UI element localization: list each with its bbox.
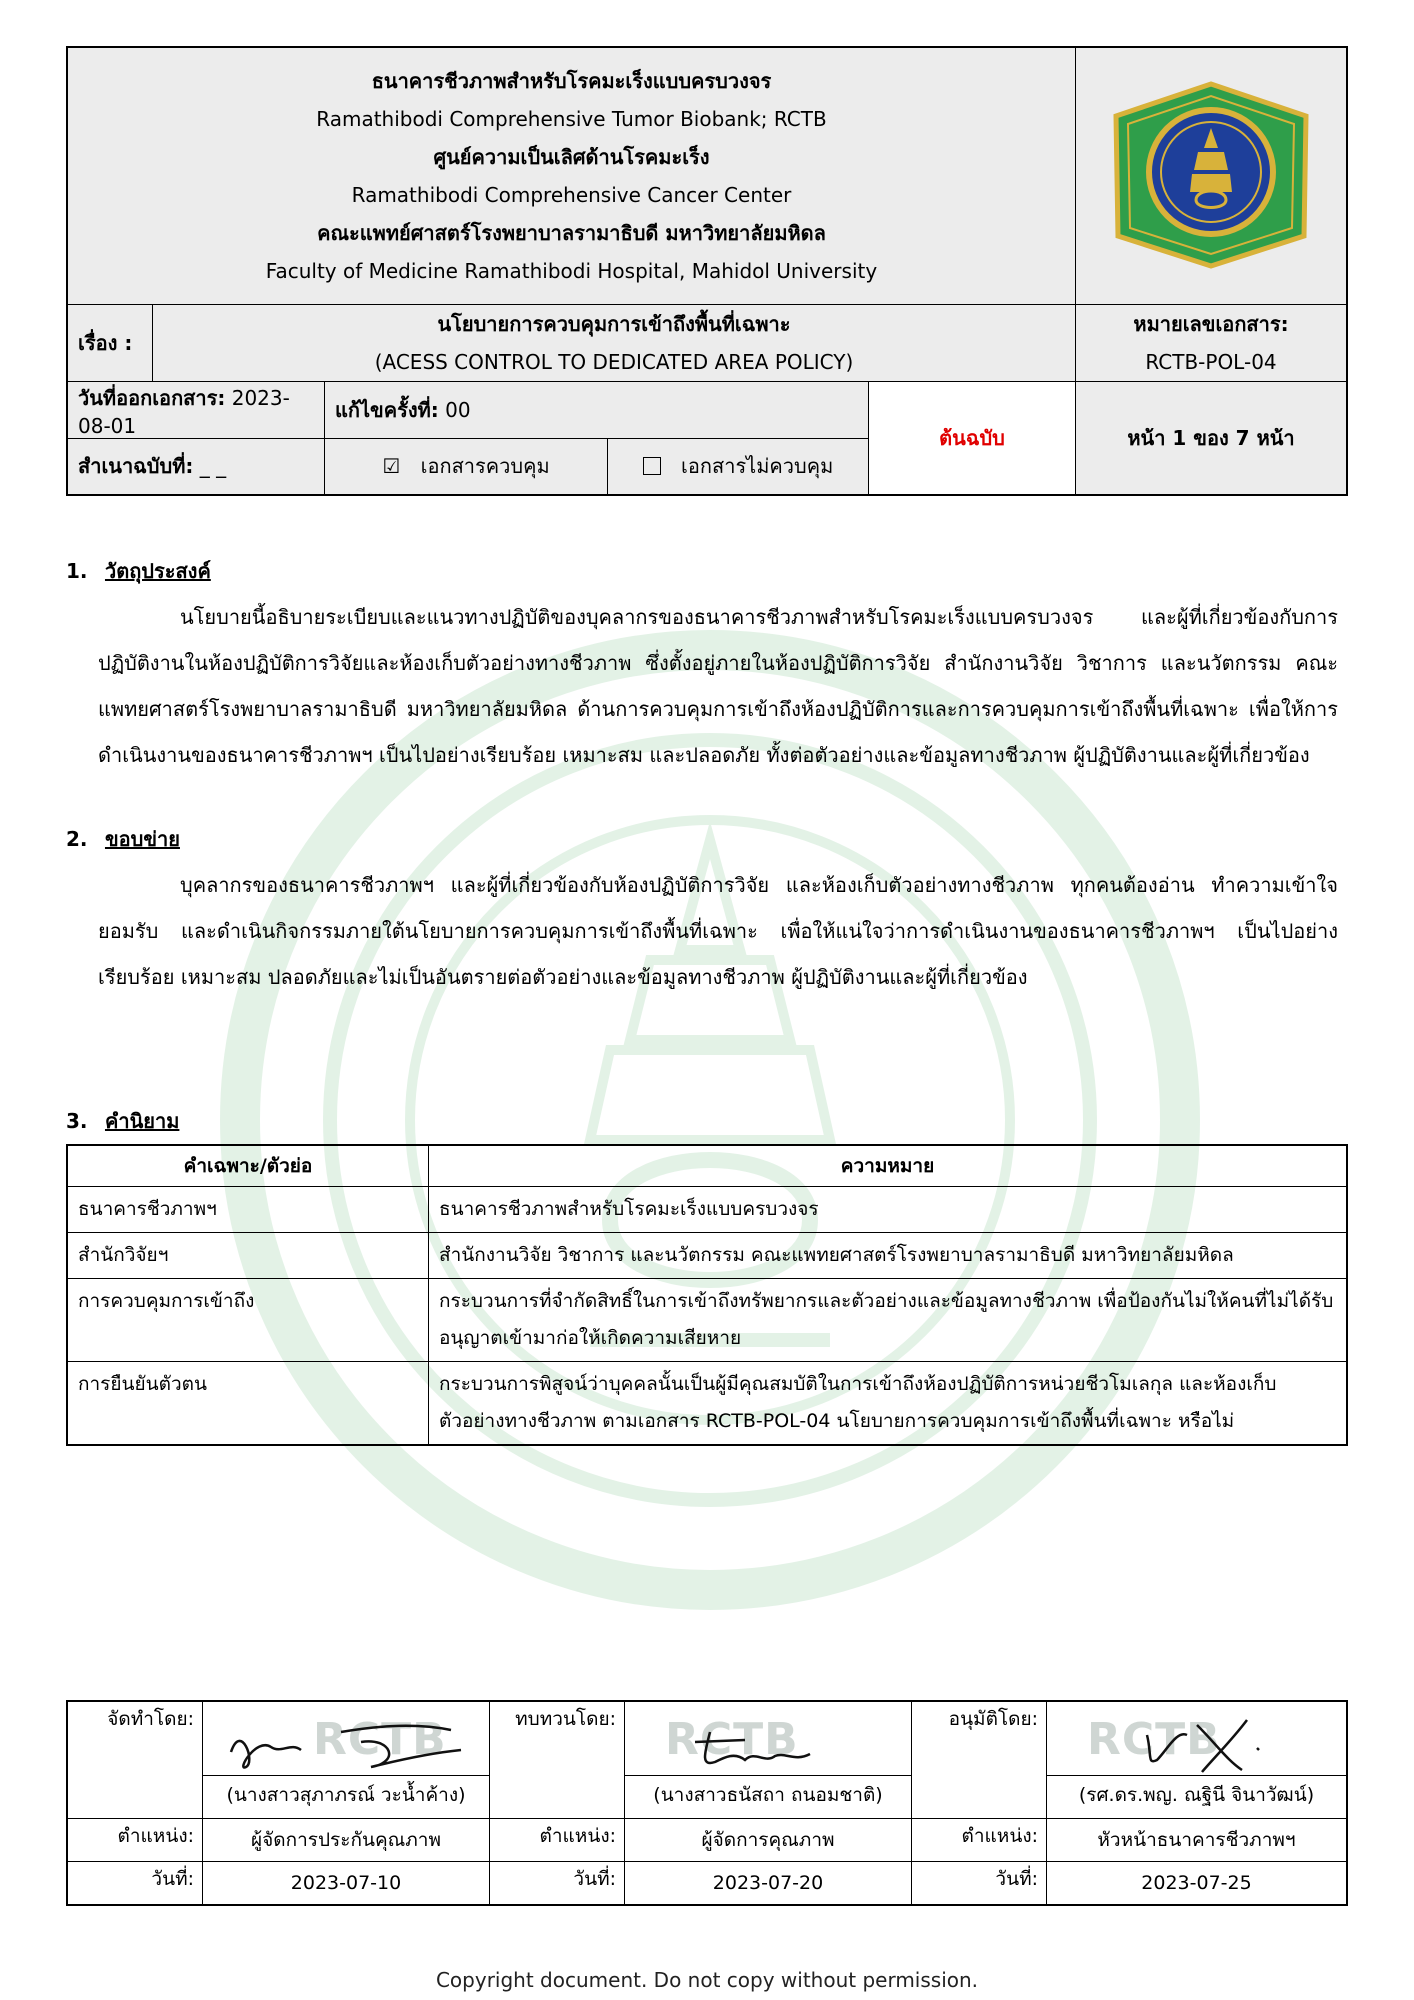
logo-cell <box>1076 47 1348 305</box>
column-header-term: คำเฉพาะ/ตัวย่อ <box>67 1145 429 1187</box>
term-cell: การควบคุมการเข้าถึง <box>67 1279 429 1362</box>
prepared-by-label: จัดทำโดย: <box>67 1701 203 1819</box>
issue-date-label: วันที่ออกเอกสาร: <box>78 386 226 410</box>
docno-label: หมายเลขเอกสาร: <box>1133 312 1289 336</box>
document-body <box>66 548 1348 1000</box>
controlled-doc-label: เอกสารควบคุม <box>420 454 550 479</box>
prepared-by-date: 2023-07-10 <box>203 1862 490 1906</box>
approved-by-name: (รศ.ดร.พญ. ณฐินี จินาวัฒน์) <box>1047 1775 1346 1816</box>
approved-by-date: 2023-07-25 <box>1047 1862 1348 1906</box>
section-1 <box>66 548 1348 778</box>
meaning-cell: กระบวนการพิสูจน์ว่าบุคคลนั้นเป็นผู้มีคุณสมบัติในการเข้าถึงห้องปฏิบัติการหน่วยชีวโมเลกุล และห้องเก็บตัวอย่างทางชีวภาพ ตามเอกสาร RCTB-POL-04 นโยบายการควบคุมการเข้าถึงพื้นที่เฉพาะ หรือไม่ <box>429 1362 1348 1446</box>
date-label: วันที่: <box>67 1862 203 1906</box>
controlled-checkbox-icon: ☑ <box>382 454 401 479</box>
copy-number-label: สำเนาฉบับที่: <box>78 454 194 479</box>
section-body: นโยบายนี้อธิบายระเบียบและแนวทางปฏิบัติของบุคลากรของธนาคารชีวภาพสำหรับโรคมะเร็งแบบครบวงจร และผู้ที่เกี่ยวข้องกับการปฏิบัติงานในห้องปฏิบัติการวิจัยและห้องเก็บตัวอย่างทางชีวภาพ ซึ่งตั้งอยู่ภายในห้องปฏิบัติการวิจัย สำนักงานวิจัย วิชาการ และนวัตกรรม คณะแพทยศาสตร์โรงพยาบาลรามาธิบดี มหาวิทยาลัยมหิดล ด้านการควบคุมการเข้าถึงห้องปฏิบัติการและการควบคุมการเข้าถึงพื้นที่เฉพาะ เพื่อให้การดำเนินงานของธนาคารชีวภาพฯ เป็นไปอย่างเรียบร้อย เหมาะสม และปลอดภัย ทั้งต่อตัวอย่างและข้อมูลทางชีวภาพ ผู้ปฏิบัติงานและผู้ที่เกี่ยวข้อง <box>98 605 1338 767</box>
revision-cell <box>325 382 869 439</box>
table-row <box>67 1187 1347 1233</box>
meaning-cell: กระบวนการที่จำกัดสิทธิ์ในการเข้าถึงทรัพยากรและตัวอย่างและข้อมูลทางชีวภาพ เพื่อป้องกันไม่ให้คนที่ไม่ได้รับอนุญาตเข้ามาก่อให้เกิดความเสียหาย <box>429 1279 1348 1362</box>
approved-by-position: หัวหน้าธนาคารชีวภาพฯ <box>1047 1819 1348 1862</box>
revision-label: แก้ไขครั้งที่: <box>335 398 439 422</box>
section-heading <box>66 816 1348 862</box>
section-heading <box>66 1098 179 1144</box>
docno-value: RCTB-POL-04 <box>1145 350 1277 374</box>
issue-date-cell <box>67 382 325 439</box>
docno-cell <box>1076 305 1348 382</box>
controlled-doc-cell <box>325 439 608 495</box>
uncontrolled-doc-cell <box>608 439 869 495</box>
table-row <box>67 1362 1347 1446</box>
section-title: วัตถุประสงค์ <box>104 559 211 583</box>
reviewed-by-signature <box>625 1701 912 1819</box>
revision-value: 00 <box>445 398 471 422</box>
term-cell: การยืนยันตัวตน <box>67 1362 429 1446</box>
position-label: ตำแหน่ง: <box>912 1819 1047 1862</box>
term-cell: ธนาคารชีวภาพฯ <box>67 1187 429 1233</box>
reviewed-by-label: ทบทวนโดย: <box>490 1701 625 1819</box>
section-3 <box>66 1098 179 1144</box>
subject-title-th: นโยบายการควบคุมการเข้าถึงพื้นที่เฉพาะ <box>437 312 791 336</box>
signature-table <box>66 1700 1348 1906</box>
handwritten-signature-icon <box>665 1712 865 1782</box>
handwritten-signature-icon <box>1107 1710 1307 1780</box>
section-number: 1. <box>66 559 88 583</box>
rctb-watermark: RCTB <box>665 1714 799 1765</box>
issue-date-value: 2023-08-01 <box>78 386 290 438</box>
subject-title-en: (ACESS CONTROL TO DEDICATED AREA POLICY) <box>374 350 854 374</box>
approved-by-label: อนุมัติโดย: <box>912 1701 1047 1819</box>
term-cell: สำนักวิจัยฯ <box>67 1233 429 1279</box>
section-2 <box>66 816 1348 1000</box>
prepared-by-position: ผู้จัดการประกันคุณภาพ <box>203 1819 490 1862</box>
title-line-5: คณะแพทย์ศาสตร์โรงพยาบาลรามาธิบดี มหาวิทยาลัยมหิดล <box>317 221 826 245</box>
title-line-1: ธนาคารชีวภาพสำหรับโรคมะเร็งแบบครบวงจร <box>371 69 772 93</box>
rctb-watermark: RCTB <box>1087 1714 1221 1765</box>
section-number: 2. <box>66 827 88 851</box>
original-stamp: ต้นฉบับ <box>869 382 1076 495</box>
section-title: ขอบข่าย <box>104 827 180 851</box>
document-header <box>66 46 1348 496</box>
title-line-3: ศูนย์ความเป็นเลิศด้านโรคมะเร็ง <box>433 145 710 169</box>
date-label: วันที่: <box>490 1862 625 1906</box>
prepared-by-signature <box>203 1701 490 1819</box>
copyright-footer: Copyright document. Do not copy without permission. <box>435 1968 979 1992</box>
handwritten-signature-icon <box>211 1712 471 1782</box>
position-label: ตำแหน่ง: <box>490 1819 625 1862</box>
position-label: ตำแหน่ง: <box>67 1819 203 1862</box>
table-row <box>67 1233 1347 1279</box>
prepared-by-name: (นางสาวสุภาภรณ์ วะน้ำค้าง) <box>203 1775 489 1816</box>
approved-by-signature <box>1047 1701 1348 1819</box>
copy-number-value: _ _ <box>199 454 227 479</box>
page-info: หน้า 1 ของ 7 หน้า <box>1076 382 1348 495</box>
reviewed-by-name: (นางสาวธนัสถา ถนอมชาติ) <box>625 1775 911 1816</box>
title-line-2: Ramathibodi Comprehensive Tumor Biobank; RCTB <box>316 107 827 131</box>
date-label: วันที่: <box>912 1862 1047 1906</box>
uncontrolled-checkbox-icon <box>643 457 661 475</box>
section-title: คำนิยาม <box>104 1109 180 1133</box>
section-number: 3. <box>66 1109 88 1133</box>
title-line-6: Faculty of Medicine Ramathibodi Hospital, Mahidol University <box>265 259 878 283</box>
definitions-table <box>66 1144 1348 1446</box>
subject-cell <box>153 305 1076 382</box>
subject-label: เรื่อง : <box>67 305 153 382</box>
meaning-cell: สำนักงานวิจัย วิชาการ และนวัตกรรม คณะแพทยศาสตร์โรงพยาบาลรามาธิบดี มหาวิทยาลัยมหิดล <box>429 1233 1348 1279</box>
section-heading <box>66 548 1348 594</box>
table-header-row <box>67 1145 1347 1187</box>
uncontrolled-doc-label: เอกสารไม่ควบคุม <box>681 454 834 479</box>
copy-number-cell <box>67 439 325 495</box>
reviewed-by-date: 2023-07-20 <box>625 1862 912 1906</box>
table-row <box>67 1279 1347 1362</box>
mahidol-seal-logo <box>1098 76 1324 272</box>
reviewed-by-position: ผู้จัดการคุณภาพ <box>625 1819 912 1862</box>
meaning-cell: ธนาคารชีวภาพสำหรับโรคมะเร็งแบบครบวงจร <box>429 1187 1348 1233</box>
title-line-4: Ramathibodi Comprehensive Cancer Center <box>351 183 792 207</box>
column-header-meaning: ความหมาย <box>429 1145 1348 1187</box>
section-body: บุคลากรของธนาคารชีวภาพฯ และผู้ที่เกี่ยวข้องกับห้องปฏิบัติการวิจัย และห้องเก็บตัวอย่างทางชีวภาพ ทุกคนต้องอ่าน ทำความเข้าใจ ยอมรับ และดำเนินกิจกรรมภายใต้นโยบายการควบคุมการเข้าถึงพื้นที่เฉพาะ เพื่อให้แน่ใจว่าการดำเนินงานของธนาคารชีวภาพฯ เป็นไปอย่างเรียบร้อย เหมาะสม ปลอดภัยและไม่เป็นอันตรายต่อตัวอย่างและข้อมูลทางชีวภาพ ผู้ปฏิบัติงานและผู้ที่เกี่ยวข้อง <box>98 873 1338 989</box>
institution-title <box>67 47 1076 305</box>
rctb-watermark: RCTB <box>313 1714 447 1765</box>
